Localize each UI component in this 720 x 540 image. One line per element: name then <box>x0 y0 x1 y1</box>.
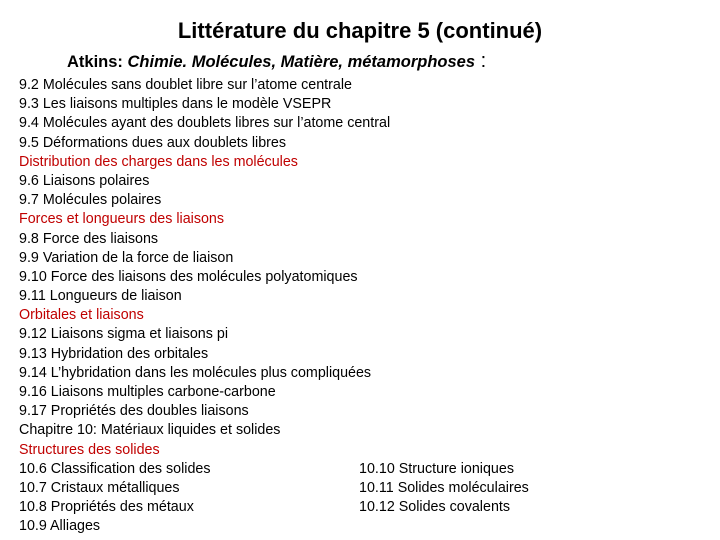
list-item-right-text: 10.10 Structure ioniques <box>359 460 514 477</box>
reference-subtitle <box>67 50 486 73</box>
list-item-text: 9.17 Propriétés des doubles liaisons <box>19 403 249 420</box>
list-item-text: 9.5 Déformations dues aux doublets libres <box>19 134 287 151</box>
list-item-text: Structures des solides <box>19 441 160 458</box>
list-item-text: 9.16 Liaisons multiples carbone-carbone <box>19 384 276 400</box>
list-item-text: Chapitre 10: Matériaux liquides et solides <box>19 422 281 439</box>
list-item <box>19 191 709 210</box>
list-item <box>19 498 709 517</box>
list-item-text: 9.6 Liaisons polaires <box>19 172 150 189</box>
section-heading <box>19 306 709 325</box>
section-heading <box>19 153 709 172</box>
list-item-text: 10.6 Classification des solides <box>19 460 211 477</box>
contents-list <box>19 76 709 537</box>
page-title: Littérature du chapitre 5 (continué) <box>177 18 543 43</box>
list-item <box>19 383 709 402</box>
list-item-text: Orbitales et liaisons <box>19 307 144 324</box>
list-item <box>19 421 709 440</box>
list-item <box>19 268 709 287</box>
list-item-text: 9.14 L’hybridation dans les molécules plus compliquées <box>19 364 372 381</box>
list-item-text: 9.7 Molécules polaires <box>19 192 162 209</box>
list-item <box>19 364 709 383</box>
list-item-text: 10.8 Propriétés des métaux <box>19 499 194 516</box>
section-heading <box>19 441 709 460</box>
list-item-right-text: 10.12 Solides covalents <box>359 499 511 516</box>
subtitle-book-title: Chimie. Molécules, Matière, métamorphoses <box>127 53 476 71</box>
list-item-text: 10.7 Cristaux métalliques <box>19 479 180 496</box>
list-item <box>19 345 709 364</box>
list-item <box>19 479 709 498</box>
list-item-text: Forces et longueurs des liaisons <box>19 211 225 228</box>
list-item-right-text: 10.11 Solides moléculaires <box>359 479 529 496</box>
list-item <box>19 402 709 421</box>
list-item-text: 10.9 Alliages <box>19 518 101 535</box>
list-item-text: 9.9 Variation de la force de liaison <box>19 249 234 266</box>
list-item <box>19 134 709 153</box>
list-item-text: 9.12 Liaisons sigma et liaisons pi <box>19 326 229 343</box>
list-item <box>19 230 709 249</box>
list-item <box>19 287 709 306</box>
list-item-text: 9.11 Longueurs de liaison <box>19 288 182 305</box>
list-item-text: 9.3 Les liaisons multiples dans le modèle VSEPR <box>19 96 332 113</box>
list-item-text: 9.8 Force des liaisons <box>19 230 159 247</box>
list-item <box>19 249 709 268</box>
list-item-text: Distribution des charges dans les molécules <box>19 153 298 170</box>
list-item <box>19 517 709 536</box>
list-item <box>19 172 709 191</box>
list-item-text: 9.4 Molécules ayant des doublets libres sur l’atome central <box>19 115 391 132</box>
list-item-text: 9.2 Molécules sans doublet libre sur l’atome centrale <box>19 77 352 93</box>
subtitle-colon: : <box>475 50 487 72</box>
list-item-text: 9.13 Hybridation des orbitales <box>19 345 209 362</box>
subtitle-author: Atkins: <box>67 53 128 71</box>
list-item <box>19 460 709 479</box>
list-item <box>19 325 709 344</box>
list-item-text: 9.10 Force des liaisons des molécules polyatomiques <box>19 268 358 285</box>
section-heading <box>19 210 709 229</box>
list-item <box>19 76 709 95</box>
list-item <box>19 95 709 114</box>
list-item <box>19 114 709 133</box>
